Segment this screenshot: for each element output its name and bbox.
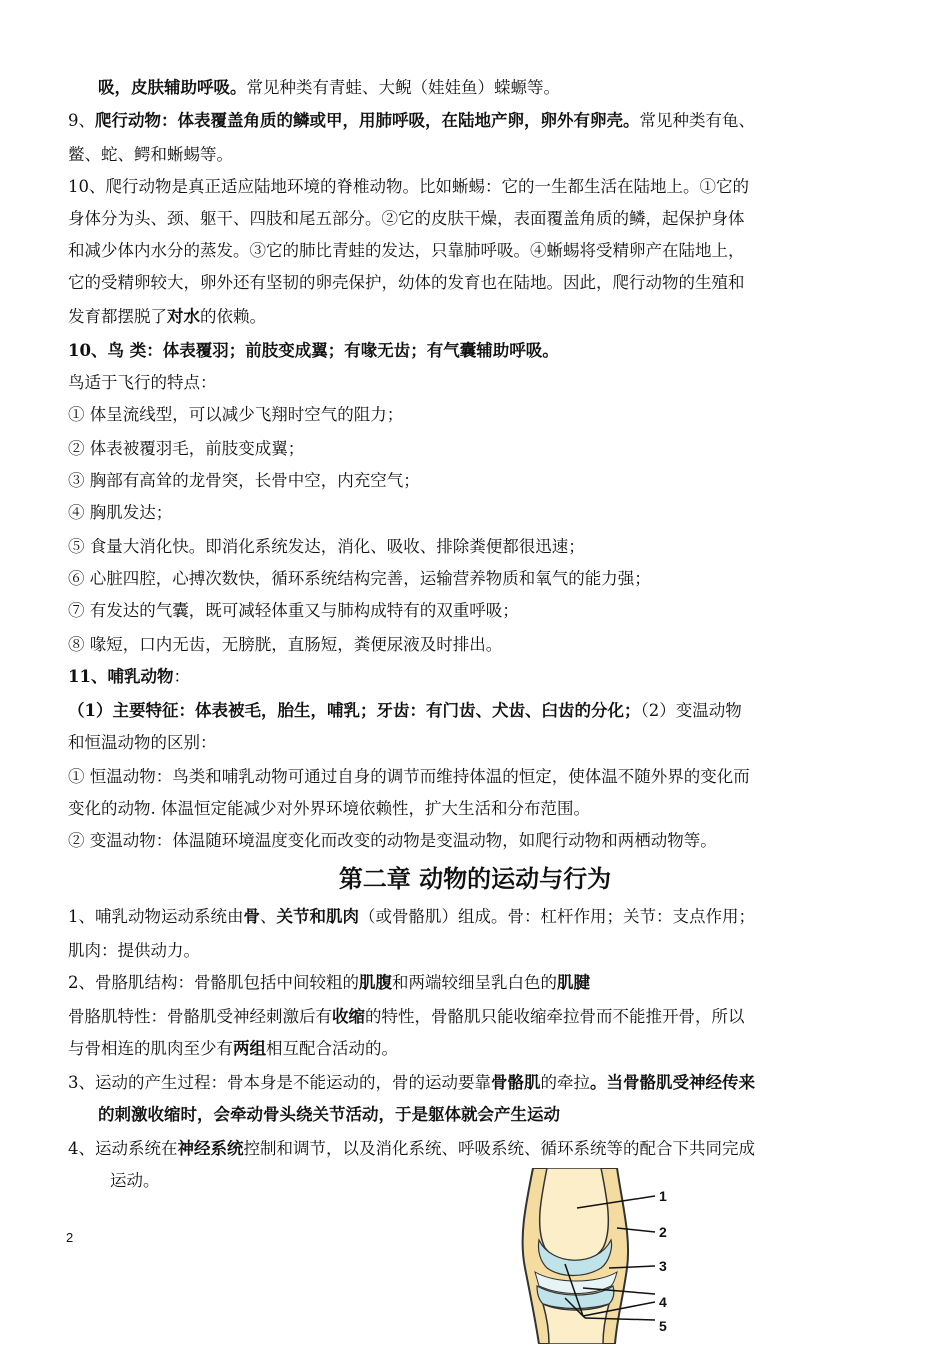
bold-text: 收缩 — [332, 1007, 365, 1026]
bold-text: 。当骨骼肌受神经传来 — [590, 1073, 755, 1092]
text-segment: ④ 胸肌发达； — [68, 503, 173, 522]
bold-text: 两组 — [233, 1039, 266, 1058]
text-segment: 的牵拉 — [540, 1073, 590, 1092]
text-line — [68, 830, 880, 852]
page-number: 2 — [66, 1230, 74, 1245]
text-line — [68, 176, 880, 198]
bold-text: 肌腹 — [359, 973, 392, 992]
text-segment: 、 — [260, 907, 277, 926]
bold-text: （1）主要特征：体表被毛，胎生，哺乳；牙齿：有门齿、犬齿、臼齿的分化； — [68, 701, 641, 720]
bold-text: 骨骼肌 — [491, 1073, 541, 1092]
text-segment: 身体分为头、颈、躯干、四肢和尾五部分。②它的皮肤干燥，表面覆盖角质的鳞，起保护身体 — [68, 209, 745, 228]
text-line — [68, 732, 880, 754]
text-segment: ⑧ 喙短，口内无齿，无膀胱，直肠短，粪便尿液及时排出。 — [68, 635, 503, 654]
text-line — [68, 110, 880, 132]
text-segment: 常见种类有龟、 — [639, 111, 755, 130]
bold-text: 10、鸟 类：体表覆羽；前肢变成翼；有喙无齿；有气囊辅助呼吸。 — [68, 341, 559, 360]
text-line — [68, 766, 880, 788]
text-segment: 的依赖。 — [200, 307, 266, 326]
text-line — [68, 1038, 880, 1060]
text-line — [68, 666, 880, 688]
text-line — [68, 536, 880, 558]
figure-label-2: 2 — [659, 1224, 667, 1240]
text-segment: ③ 胸部有高耸的龙骨突，长骨中空，内充空气； — [68, 471, 420, 490]
text-segment: 相互配合活动的。 — [266, 1039, 398, 1058]
text-line — [68, 144, 880, 166]
text-segment: 3、运动的产生过程：骨本身是不能运动的，骨的运动要靠 — [68, 1073, 491, 1092]
text-segment: 和减少体内水分的蒸发。③它的肺比青蛙的发达，只靠肺呼吸。④蜥蜴将受精卵产在陆地上， — [68, 241, 745, 260]
text-line — [68, 272, 880, 294]
figure-label-4: 4 — [659, 1294, 667, 1310]
bold-text: 对水 — [167, 307, 200, 326]
text-segment: 鸟适于飞行的特点： — [68, 373, 217, 392]
text-line — [68, 470, 880, 492]
bold-text: 吸，皮肤辅助呼吸。 — [98, 78, 247, 97]
text-line — [68, 568, 880, 590]
text-segment: ① 恒温动物：鸟类和哺乳动物可通过自身的调节而维持体温的恒定，使体温不随外界的变化而 — [68, 767, 750, 786]
text-line — [68, 208, 880, 230]
text-segment: 和两端较细呈乳白色的 — [392, 973, 557, 992]
text-line — [68, 438, 880, 460]
text-segment: 2、骨胳肌结构：骨骼肌包括中间较粗的 — [68, 973, 359, 992]
bold-text: 神经系统 — [177, 1139, 244, 1158]
joint-diagram — [505, 1168, 705, 1344]
text-segment: （或骨骼肌）组成。骨：杠杆作用；关节：支点作用； — [359, 907, 755, 926]
text-line — [68, 600, 880, 622]
text-segment: 鳖、蛇、鳄和蜥蜴等。 — [68, 145, 233, 164]
text-segment: 10、爬行动物是真正适应陆地环境的脊椎动物。比如蜥蜴：它的一生都生活在陆地上。①它的 — [68, 177, 749, 196]
text-segment: ① 体呈流线型，可以减少飞翔时空气的阻力； — [68, 405, 404, 424]
text-segment: 常见种类有青蛙、大鲵（娃娃鱼）蝾螈等。 — [246, 78, 560, 97]
text-line — [68, 1138, 880, 1160]
bold-text: 11、哺乳动物 — [68, 667, 174, 686]
text-segment: 运动。 — [110, 1171, 160, 1190]
text-line — [68, 1072, 880, 1094]
text-segment: 和恒温动物的区别： — [68, 733, 217, 752]
joint-illustration — [505, 1168, 705, 1344]
text-segment: （2）变温动物 — [640, 701, 742, 720]
text-line — [68, 798, 880, 820]
text-line — [68, 372, 880, 394]
text-segment: ⑥ 心脏四腔，心搏次数快，循环系统结构完善，运输营养物质和氧气的能力强； — [68, 569, 651, 588]
bold-text: 骨 — [243, 907, 260, 926]
bold-text: 爬行动物：体表覆盖角质的鳞或甲，用肺呼吸，在陆地产卵，卵外有卵壳。 — [95, 111, 640, 130]
figure-label-1: 1 — [659, 1188, 667, 1204]
text-segment: 骨胳肌特性：骨骼肌受神经刺激后有 — [68, 1007, 332, 1026]
text-segment: 1、哺乳动物运动系统由 — [68, 907, 244, 926]
text-segment: ② 体表被覆羽毛，前肢变成翼； — [68, 439, 305, 458]
text-line — [98, 77, 878, 99]
text-segment: 的特性，骨骼肌只能收缩牵拉骨而不能推开骨，所以 — [365, 1007, 745, 1026]
text-segment: ： — [173, 667, 190, 686]
text-line — [68, 240, 880, 262]
text-segment: ② 变温动物：体温随环境温度变化而改变的动物是变温动物，如爬行动物和两栖动物等。 — [68, 831, 717, 850]
bold-text: 肌腱 — [557, 973, 590, 992]
text-line — [68, 1006, 880, 1028]
text-segment: ⑤ 食量大消化快。即消化系统发达，消化、吸收、排除粪便都很迅速； — [68, 537, 585, 556]
text-line — [110, 1170, 880, 1192]
text-segment: 它的受精卵较大，卵外还有坚韧的卵壳保护，幼体的发育也在陆地。因此，爬行动物的生殖和 — [68, 273, 745, 292]
figure-label-5: 5 — [659, 1318, 667, 1334]
text-line — [68, 700, 880, 722]
text-line — [68, 972, 880, 994]
text-line — [68, 940, 880, 962]
text-line — [68, 340, 880, 362]
text-segment: 发育都摆脱了 — [68, 307, 167, 326]
text-line — [68, 502, 880, 524]
bold-text: 关节和肌肉 — [276, 907, 359, 926]
text-line — [68, 634, 880, 656]
text-segment: 变化的动物. 体温恒定能减少对外界环境依赖性，扩大生活和分布范围。 — [68, 799, 590, 818]
text-line — [68, 306, 880, 328]
figure-label-3: 3 — [659, 1258, 667, 1274]
text-segment: 4、运动系统在 — [68, 1139, 178, 1158]
chapter-title: 第二章 动物的运动与行为 — [338, 865, 612, 893]
text-segment: 肌肉：提供动力。 — [68, 941, 200, 960]
text-segment: 控制和调节，以及消化系统、呼吸系统、循环系统等的配合下共同完成 — [243, 1139, 755, 1158]
text-line — [68, 404, 880, 426]
text-segment: 与骨相连的肌肉至少有 — [68, 1039, 233, 1058]
bold-text: 的刺激收缩时，会牵动骨头绕关节活动，于是躯体就会产生运动 — [98, 1105, 560, 1124]
text-line — [98, 1104, 878, 1126]
text-segment: ⑦ 有发达的气囊，既可减轻体重又与肺构成特有的双重呼吸； — [68, 601, 519, 620]
text-segment: 9、 — [68, 111, 95, 130]
text-line — [68, 906, 880, 928]
